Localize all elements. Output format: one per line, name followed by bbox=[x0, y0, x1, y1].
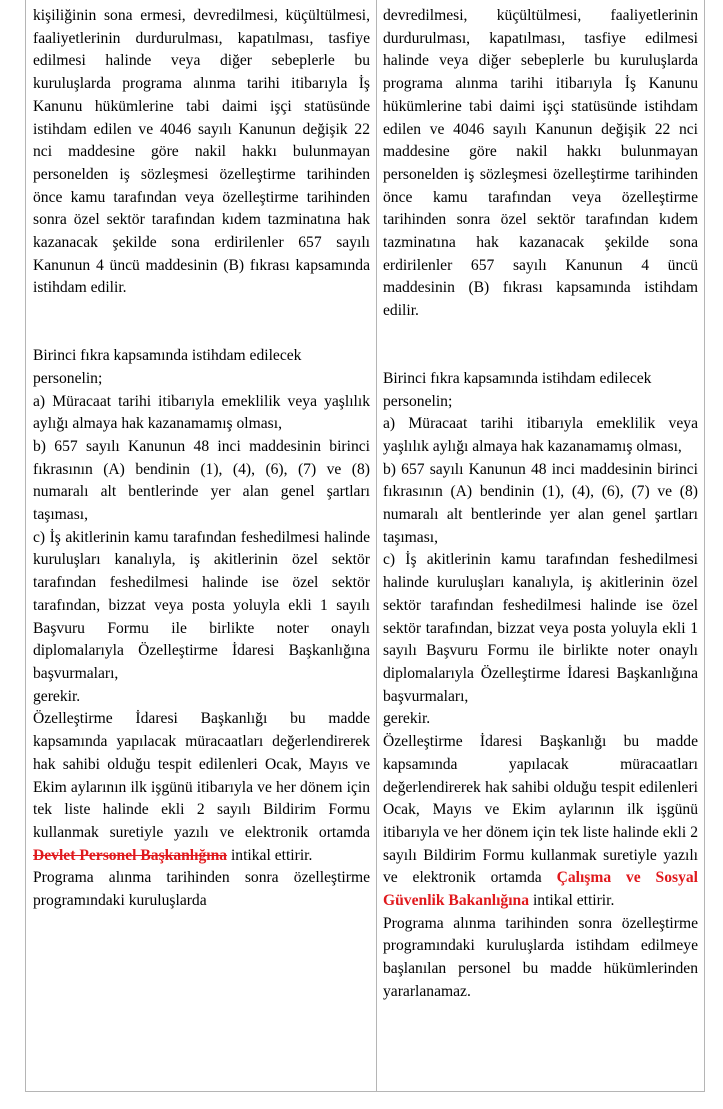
left-paragraph-4: Programa alınma tarihinden sonra özelleştirme programındaki kuruluşlarda bbox=[33, 869, 370, 910]
proposed-text-column bbox=[383, 5, 698, 1004]
left-spacer bbox=[33, 300, 370, 345]
left-paragraph-3-tail: intikal ettirir. bbox=[230, 846, 313, 864]
left-paragraph-3 bbox=[33, 708, 370, 867]
right-spacer bbox=[383, 323, 698, 368]
left-item-a: a) Müracaat tarihi itibarıyla emeklilik veya yaşlılık aylığı almaya hak kazanamamış olması, bbox=[33, 392, 370, 433]
left-gerekir: gerekir. bbox=[33, 687, 81, 705]
right-paragraph-1: devredilmesi, küçültülmesi, faaliyetlerinin durdurulması, kapatılması, tasfiye edilmesi halinde veya diğer sebeplerle bu kuruluşlarda programa alınma tarihi itibarıyla İş Kanunu hükümlerine tabi daimi işçi statüsünde istihdam edilen ve 4046 sayılı Kanunun değişik 22 nci maddesine göre nakil hakkı bulunmayan personelden iş sözleşmesi özelleştirme tarihinden önce kamu tarafından veya özelleştirme tarihinden sonra özel sektör tarafından kıdem tazminatına hak kazanacak şekilde sona erdirilenler 657 sayılı Kanunun 4 üncü maddesinin (B) fıkrası kapsamında istihdam edilir. bbox=[383, 7, 698, 320]
added-text: Çalışma ve Sosyal Güvenlik Bakanlığına bbox=[383, 869, 699, 910]
left-paragraph-3-main: Özelleştirme İdaresi Başkanlığı bu madde kapsamında yapılacak müracaatları değerlendirerek hak sahibi olduğu tespit edilenleri Ocak, Mayıs ve Ekim aylarının ilk işgünü itibarıyla ve her dönem için tek liste halinde ekli 2 sayılı Bildirim Formu kullanmak suretiyle yazılı ve elektronik ortamda bbox=[33, 710, 370, 841]
right-paragraph-3 bbox=[383, 731, 698, 913]
comparison-table bbox=[25, 0, 705, 1092]
right-gerekir: gerekir. bbox=[383, 710, 431, 728]
right-item-b: b) 657 sayılı Kanunun 48 inci maddesinin birinci fıkrasının (A) bendinin (1), (4), (6), (7) ve (8) numaralı alt bentlerinde yer alan genel şartları taşıması, bbox=[383, 460, 698, 546]
left-paragraph-2-intro: Birinci fıkra kapsamında istihdam edilecek personelin; bbox=[33, 347, 302, 387]
right-item-c: c) İş akitlerinin kamu tarafından feshedilmesi halinde kuruluşları kanalıyla, iş akitlerinin özel sektör tarafından feshedilmesi halinde ise özel sektör tarafından, bizzat veya posta yoluyla ekli 1 sayılı Başvuru Formu ile birlikte noter onaylı diplomalarıyla Özelleştirme İdaresi Başkanlığına başvurmaları, bbox=[383, 551, 698, 705]
right-paragraph-3-main: Özelleştirme İdaresi Başkanlığı bu madde kapsamında yapılacak müracaatları değerlendirerek hak sahibi olduğu tespit edilenleri Ocak, Mayıs ve Ekim aylarının ilk işgünü itibarıyla ve her dönem için tek liste halinde ekli 2 sayılı Bildirim Formu kullanmak suretiyle yazılı ve elektronik ortamda bbox=[383, 733, 698, 887]
column-divider bbox=[376, 0, 377, 1091]
left-item-c: c) İş akitlerinin kamu tarafından feshedilmesi halinde kuruluşları kanalıyla, iş akitlerinin özel sektör tarafından feshedilmesi halinde ise özel sektör tarafından, bizzat veya posta yoluyla ekli 1 sayılı Başvuru Formu ile birlikte noter onaylı diplomalarıyla Özelleştirme İdaresi Başkanlığına başvurmaları, bbox=[33, 528, 370, 682]
left-item-b: b) 657 sayılı Kanunun 48 inci maddesinin birinci fıkrasının (A) bendinin (1), (4), (6), (7) ve (8) numaralı alt bentlerinde yer alan genel şartları taşıması, bbox=[33, 437, 370, 524]
deleted-text: Devlet Personel Başkanlığına bbox=[33, 846, 228, 864]
right-paragraph-4: Programa alınma tarihinden sonra özelleştirme programındaki kuruluşlarda istihdam edilmeye başlanılan personel bu madde hükümlerinden yararlanamaz. bbox=[383, 914, 698, 1000]
right-paragraph-3-tail: intikal ettirir. bbox=[532, 892, 615, 910]
current-text-column bbox=[33, 5, 370, 913]
right-item-a: a) Müracaat tarihi itibarıyla emeklilik veya yaşlılık aylığı almaya hak kazanamamış olması, bbox=[383, 415, 698, 455]
right-paragraph-2-intro: Birinci fıkra kapsamında istihdam edilecek personelin; bbox=[383, 369, 652, 410]
left-paragraph-1: kişiliğinin sona ermesi, devredilmesi, küçültülmesi, faaliyetlerinin durdurulması, kapatılması, tasfiye edilmesi halinde veya diğer sebeplerle bu kuruluşlarda programa alınma tarihi itibarıyla İş Kanunu hükümlerine tabi daimi işçi statüsünde istihdam edilen ve 4046 sayılı Kanunun değişik 22 nci maddesine göre nakil hakkı bulunmayan personelden iş sözleşmesi özelleştirme tarihinden önce kamu tarafından veya özelleştirme tarihinden sonra özel sektör tarafından kıdem tazminatına hak kazanacak şekilde sona erdirilenler 657 sayılı Kanunun 4 üncü maddesinin (B) fıkrası kapsamında istihdam edilir. bbox=[33, 7, 370, 297]
